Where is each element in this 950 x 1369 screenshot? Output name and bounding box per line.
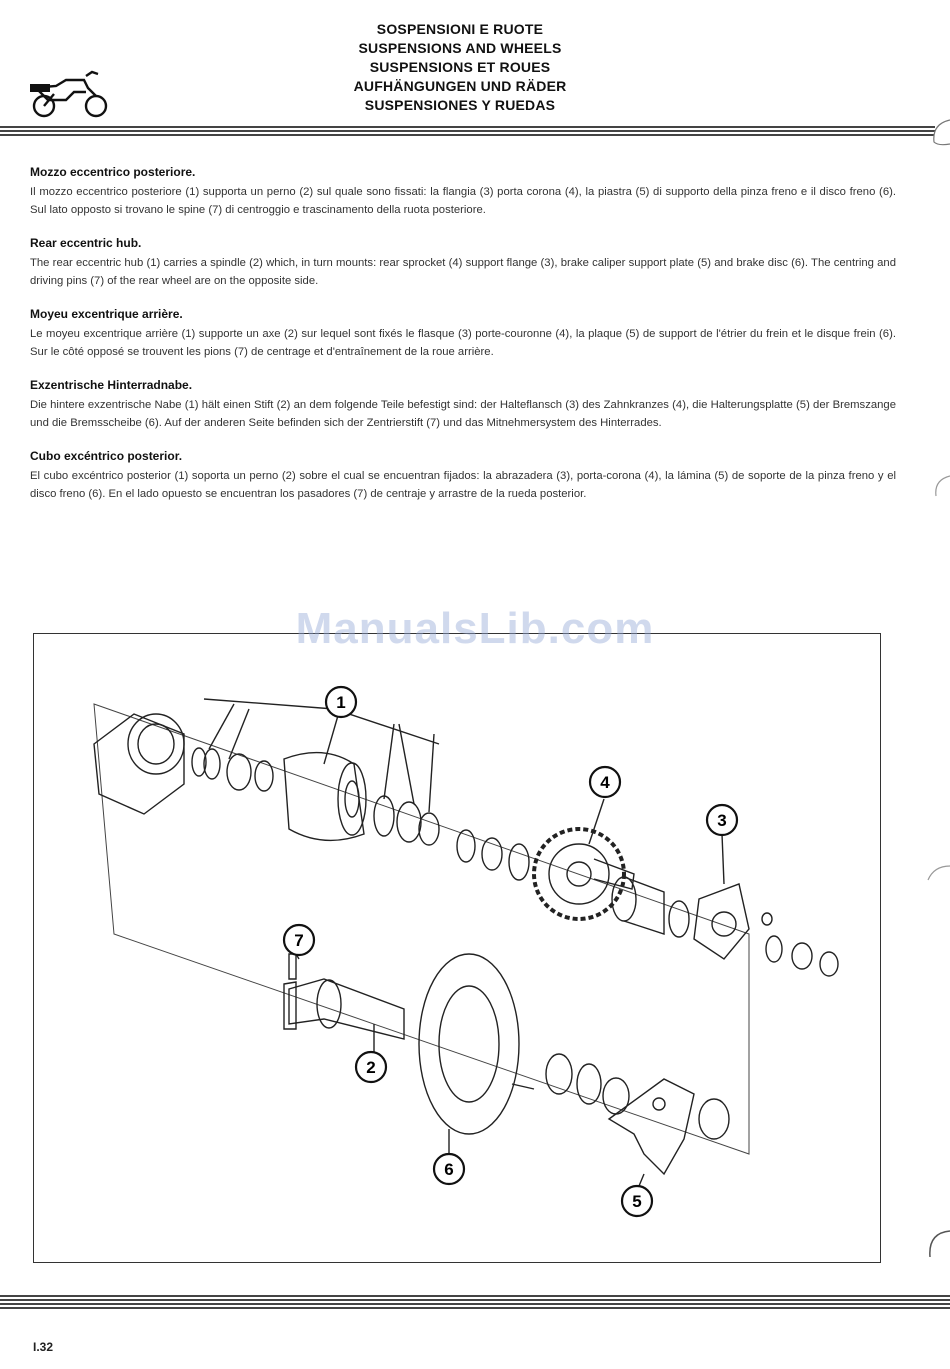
section-body: The rear eccentric hub (1) carries a spindle (2) which, in turn mounts: rear sprocket (4) support flange (3), brake caliper support plate (5) and brake disc (6). The centring and driving pins (7) of the rear wheel are on the opposite side. (30, 257, 896, 287)
section-french (30, 307, 896, 361)
callout-4 (590, 767, 620, 797)
exploded-view-figure (33, 633, 881, 1263)
text-content (30, 165, 896, 520)
section-body: Il mozzo eccentrico posteriore (1) supporta un perno (2) sul quale sono fissati: la flangia (3) porta corona (4), la piastra (5) di supporto della pinza freno e il disco freno (6). Sul lato opposto si trovano le spine (7) di centroggio e trascinamento della ruota posteriore. (30, 186, 896, 216)
motorcycle-icon (26, 66, 112, 122)
callout-1 (326, 687, 356, 717)
callout-5 (622, 1186, 652, 1216)
section-heading: Mozzo eccentrico posteriore. (30, 165, 196, 179)
header-rule (0, 126, 935, 136)
svg-text:6: 6 (444, 1160, 454, 1179)
page-header (0, 18, 950, 118)
section-heading: Rear eccentric hub. (30, 236, 142, 250)
section-body: Le moyeu excentrique arrière (1) supporte un axe (2) sur lequel sont fixés le flasque (3) porte-couronne (4), la plaque (5) de support de l'étrier du frein et le disque frein (6). Sur le côté opposé se trouvent les pions (7) de centrage et d'entraînement de la roue arrière. (30, 328, 896, 358)
title-es: SUSPENSIONES Y RUEDAS (364, 97, 556, 113)
page-tab-mark (924, 470, 950, 510)
title-it: SOSPENSIONI E RUOTE (376, 21, 544, 37)
exploded-diagram (34, 634, 882, 1264)
section-german (30, 378, 896, 432)
page-tab-mark (910, 1225, 950, 1265)
section-heading: Exzentrische Hinterradnabe. (30, 378, 193, 392)
callout-2 (356, 1052, 386, 1082)
title-fr: SUSPENSIONS ET ROUES (369, 59, 551, 75)
callout-6 (434, 1154, 464, 1184)
callout-7 (284, 925, 314, 955)
chapter-titles (300, 20, 620, 115)
svg-text:1: 1 (336, 693, 346, 712)
page-number: I.32 (33, 1340, 54, 1354)
section-body: Die hintere exzentrische Nabe (1) hält einen Stift (2) an dem folgende Teile befestigt sind: der Halteflansch (3) des Zahnkranzes (4), die Halterungsplatte (5) der Bremszange und die Bremsscheibe (6). Auf der anderen Seite befinden sich der Zentrierstift (7) und das Mitnehmersystem des Hinterrades. (30, 399, 896, 429)
page-tab-mark (924, 860, 950, 900)
svg-text:5: 5 (632, 1192, 642, 1211)
section-english (30, 236, 896, 290)
footer-rule (0, 1295, 950, 1309)
watermark: ManualsLib.com (295, 604, 655, 653)
section-italian (30, 165, 896, 219)
section-spanish (30, 449, 896, 503)
title-en: SUSPENSIONS AND WHEELS (358, 40, 562, 56)
section-heading: Moyeu excentrique arrière. (30, 307, 183, 321)
page-tab-mark (910, 112, 950, 152)
section-heading: Cubo excéntrico posterior. (30, 449, 183, 463)
svg-text:2: 2 (366, 1058, 376, 1077)
svg-text:7: 7 (294, 931, 304, 950)
svg-text:3: 3 (717, 811, 727, 830)
callout-3 (707, 805, 737, 835)
title-de: AUFHÄNGUNGEN UND RÄDER (353, 78, 567, 94)
svg-text:4: 4 (600, 773, 610, 792)
section-body: El cubo excéntrico posterior (1) soporta un perno (2) sobre el cual se encuentran fijados: la abrazadera (3), porta-corona (4), la lámina (5) de soporte de la pinza freno y el disco freno (6). En el lado opuesto se encuentran los pasadores (7) de centraje y arrastre de la rueda posterior. (30, 470, 896, 500)
